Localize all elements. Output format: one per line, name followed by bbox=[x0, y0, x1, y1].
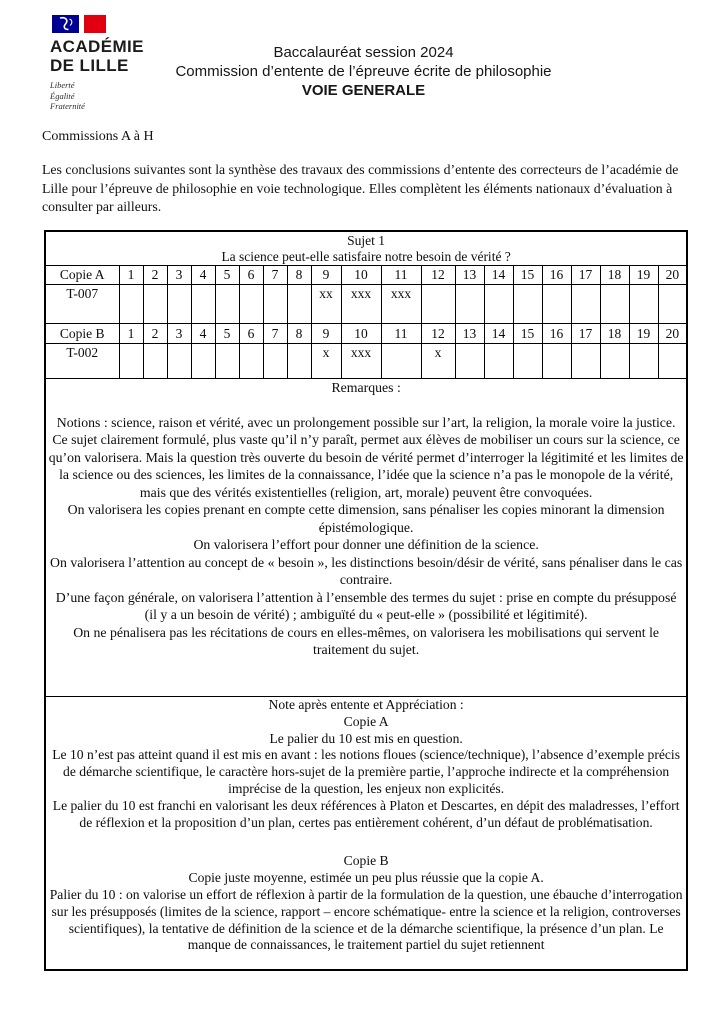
mark-cell bbox=[119, 344, 143, 379]
mark-cell bbox=[263, 344, 287, 379]
scale-cell: 3 bbox=[167, 324, 191, 344]
mark-cell bbox=[191, 285, 215, 324]
scale-cell: 4 bbox=[191, 266, 215, 285]
remarques-section bbox=[45, 379, 687, 697]
french-flag-icon bbox=[52, 15, 170, 33]
mark-cell bbox=[167, 285, 191, 324]
note-row bbox=[45, 697, 687, 971]
mark-cell bbox=[571, 344, 600, 379]
mark-cell bbox=[287, 344, 311, 379]
mark-cell: xxx bbox=[341, 285, 381, 324]
copie-b-marks-row bbox=[45, 344, 687, 379]
mark-cell bbox=[658, 344, 687, 379]
scale-cell: 9 bbox=[311, 324, 341, 344]
motto-egalite: Égalité bbox=[50, 90, 75, 101]
scale-cell: 18 bbox=[600, 324, 629, 344]
scale-cell: 19 bbox=[629, 324, 658, 344]
note-copie-b-heading: Copie B bbox=[343, 853, 389, 869]
remarques-blank bbox=[48, 397, 684, 414]
scale-cell: 18 bbox=[600, 266, 629, 285]
remarques-paragraph: D’une façon générale, on valorisera l’attention à l’ensemble des termes du sujet : prise en compte du présupposé (il y a un besoin de vérité) ; ambiguïté du « peut-elle » (possibilité et légitimité). bbox=[55, 589, 677, 622]
mark-cell bbox=[143, 285, 167, 324]
mark-cell bbox=[239, 344, 263, 379]
mark-cell bbox=[421, 285, 455, 324]
scale-cell: 10 bbox=[341, 324, 381, 344]
note-paragraph: Le palier du 10 est franchi en valorisant les deux références à Platon et Descartes, en dépit des maladresses, l’effort de réflexion et la proposition d’un plan, certes pas entièrement cohérent, d’un défaut de problématisation. bbox=[52, 797, 680, 830]
mark-cell bbox=[571, 285, 600, 324]
note-paragraph: Le 10 n’est pas atteint quand il est mis en avant : les notions floues (science/technique), l’absence d’exemple précis de démarche scientifique, le caractère hors-sujet de la première partie, l’approche indirecte et la compréhension imprécise de la question, les enjeux non explicités. bbox=[52, 747, 680, 796]
subject-grading-table bbox=[44, 230, 688, 971]
table-title-row bbox=[45, 231, 687, 249]
mark-cell bbox=[263, 285, 287, 324]
subject-question: La science peut-elle satisfaire notre besoin de vérité ? bbox=[45, 249, 687, 266]
copie-a-label: Copie A bbox=[45, 266, 119, 285]
mark-cell bbox=[513, 285, 542, 324]
scale-cell: 2 bbox=[143, 324, 167, 344]
copie-a-scale-row bbox=[45, 266, 687, 285]
scale-cell: 2 bbox=[143, 266, 167, 285]
mark-cell bbox=[629, 344, 658, 379]
scale-cell: 20 bbox=[658, 324, 687, 344]
scale-cell: 11 bbox=[381, 324, 421, 344]
mark-cell: x bbox=[421, 344, 455, 379]
mark-cell: x bbox=[311, 344, 341, 379]
remarques-title: Remarques : bbox=[331, 380, 401, 395]
mark-cell bbox=[629, 285, 658, 324]
scale-cell: 15 bbox=[513, 324, 542, 344]
scale-cell: 13 bbox=[455, 324, 484, 344]
mark-cell bbox=[658, 285, 687, 324]
copie-b-code: T-002 bbox=[45, 344, 119, 379]
scale-cell: 8 bbox=[287, 324, 311, 344]
scale-cell: 3 bbox=[167, 266, 191, 285]
doc-title-voie: VOIE GENERALE bbox=[301, 82, 426, 99]
remarques-paragraph: On valorisera l’attention au concept de « besoin », les distinctions besoin/désir de vérité, sans pénaliser dans le cas contraire. bbox=[50, 554, 683, 587]
mark-cell bbox=[381, 344, 421, 379]
mark-cell bbox=[484, 285, 513, 324]
mark-cell bbox=[215, 344, 239, 379]
note-blank bbox=[48, 831, 684, 842]
academy-name-line1: ACADÉMIE bbox=[50, 37, 144, 56]
mark-cell bbox=[167, 344, 191, 379]
intro-paragraph: Les conclusions suivantes sont la synthèse des travaux des commissions d’entente des correcteurs de l’académie de Lille pour l’épreuve de philosophie en voie technologique. Elles complètent les éléments nationaux d’évaluation à consulter par ailleurs. bbox=[42, 162, 679, 214]
remarques-paragraph: Notions : science, raison et vérité, avec un prolongement possible sur l’art, la religion, la morale voire la justice. bbox=[56, 414, 676, 430]
mark-cell: xx bbox=[311, 285, 341, 324]
scale-cell: 5 bbox=[215, 324, 239, 344]
note-paragraph: Palier du 10 : on valorise un effort de réflexion à partir de la formulation de la question, une ébauche d’interrogation sur les présupposés (limites de la science, rapport – encore schématique- entre la science et la religion, controverses scientifiques), la tentative de définition de la science et de la démarche scientifique, la présence d’un plan. Le manque de connaissances, le traitement partiel du sujet retiennent bbox=[49, 886, 683, 953]
scale-cell: 1 bbox=[119, 324, 143, 344]
scale-cell: 1 bbox=[119, 266, 143, 285]
mark-cell bbox=[542, 344, 571, 379]
mark-cell bbox=[287, 285, 311, 324]
scale-cell: 20 bbox=[658, 266, 687, 285]
mark-cell: xxx bbox=[341, 344, 381, 379]
scale-cell: 8 bbox=[287, 266, 311, 285]
motto-liberte: Liberté bbox=[50, 80, 75, 90]
note-paragraph: Copie juste moyenne, estimée un peu plus réussie que la copie A. bbox=[188, 870, 544, 886]
mark-cell bbox=[191, 344, 215, 379]
scale-cell: 17 bbox=[571, 324, 600, 344]
mark-cell bbox=[600, 285, 629, 324]
mark-cell bbox=[455, 285, 484, 324]
document-header bbox=[0, 43, 727, 100]
scale-cell: 9 bbox=[311, 266, 341, 285]
motto-fraternite: Fraternité bbox=[50, 101, 85, 111]
doc-title-commission: Commission d’entente de l’épreuve écrite de philosophie bbox=[175, 63, 552, 80]
mark-cell bbox=[484, 344, 513, 379]
scale-cell: 7 bbox=[263, 266, 287, 285]
scale-cell: 19 bbox=[629, 266, 658, 285]
mark-cell bbox=[215, 285, 239, 324]
scale-cell: 17 bbox=[571, 266, 600, 285]
scale-cell: 16 bbox=[542, 266, 571, 285]
scale-cell: 6 bbox=[239, 266, 263, 285]
scale-cell: 4 bbox=[191, 324, 215, 344]
mark-cell bbox=[600, 344, 629, 379]
remarques-paragraph: On ne pénalisera pas les récitations de cours en elles-mêmes, on valorisera les mobilisations qui servent le traitement du sujet. bbox=[73, 624, 660, 657]
scale-cell: 5 bbox=[215, 266, 239, 285]
scale-cell: 14 bbox=[484, 324, 513, 344]
remarques-paragraph: Ce sujet clairement formulé, plus vaste qu’il n’y paraît, permet aux élèves de mobiliser un cours sur la science, ce qu’on valorisera. Mais la question très ouverte du besoin de vérité permet d’interroger la légitimité et les limites de la science ou des sciences, les limites de la connaissance, l’idée que la science n’a pas le monopole de la vérité, mais que des vérités existentielles (religion, art, morale) peuvent être convoquées. bbox=[48, 432, 684, 500]
note-blank bbox=[48, 842, 684, 853]
doc-title-session: Baccalauréat session 2024 bbox=[273, 44, 454, 61]
marianne-icon bbox=[52, 15, 79, 33]
remarques-row bbox=[45, 379, 687, 697]
table-subject-row bbox=[45, 249, 687, 266]
scale-cell: 11 bbox=[381, 266, 421, 285]
remarques-paragraph: On valorisera les copies prenant en compte cette dimension, sans pénaliser les copies minorant la dimension épistémologique. bbox=[67, 502, 665, 535]
commissions-label: Commissions A à H bbox=[42, 129, 154, 144]
copie-b-scale-row bbox=[45, 324, 687, 344]
scale-cell: 6 bbox=[239, 324, 263, 344]
scale-cell: 10 bbox=[341, 266, 381, 285]
mark-cell bbox=[143, 344, 167, 379]
note-title: Note après entente et Appréciation : bbox=[268, 697, 464, 712]
mark-cell bbox=[119, 285, 143, 324]
mark-cell bbox=[455, 344, 484, 379]
note-copie-a-heading: Copie A bbox=[343, 713, 389, 729]
scale-cell: 12 bbox=[421, 266, 455, 285]
scale-cell: 15 bbox=[513, 266, 542, 285]
copie-a-code: T-007 bbox=[45, 285, 119, 324]
flag-red-block bbox=[84, 15, 106, 33]
mark-cell bbox=[239, 285, 263, 324]
subject-number: Sujet 1 bbox=[45, 231, 687, 249]
remarques-paragraph: On valorisera l’effort pour donner une définition de la science. bbox=[193, 537, 539, 552]
scale-cell: 12 bbox=[421, 324, 455, 344]
mark-cell: xxx bbox=[381, 285, 421, 324]
copie-b-label: Copie B bbox=[45, 324, 119, 344]
note-section bbox=[45, 697, 687, 971]
academy-name-line2: DE LILLE bbox=[50, 56, 129, 75]
copie-a-marks-row bbox=[45, 285, 687, 324]
mark-cell bbox=[513, 344, 542, 379]
scale-cell: 16 bbox=[542, 324, 571, 344]
note-paragraph: Le palier du 10 est mis en question. bbox=[269, 730, 463, 746]
marianne-figure-icon bbox=[52, 15, 79, 33]
scale-cell: 7 bbox=[263, 324, 287, 344]
scale-cell: 13 bbox=[455, 266, 484, 285]
mark-cell bbox=[542, 285, 571, 324]
scale-cell: 14 bbox=[484, 266, 513, 285]
